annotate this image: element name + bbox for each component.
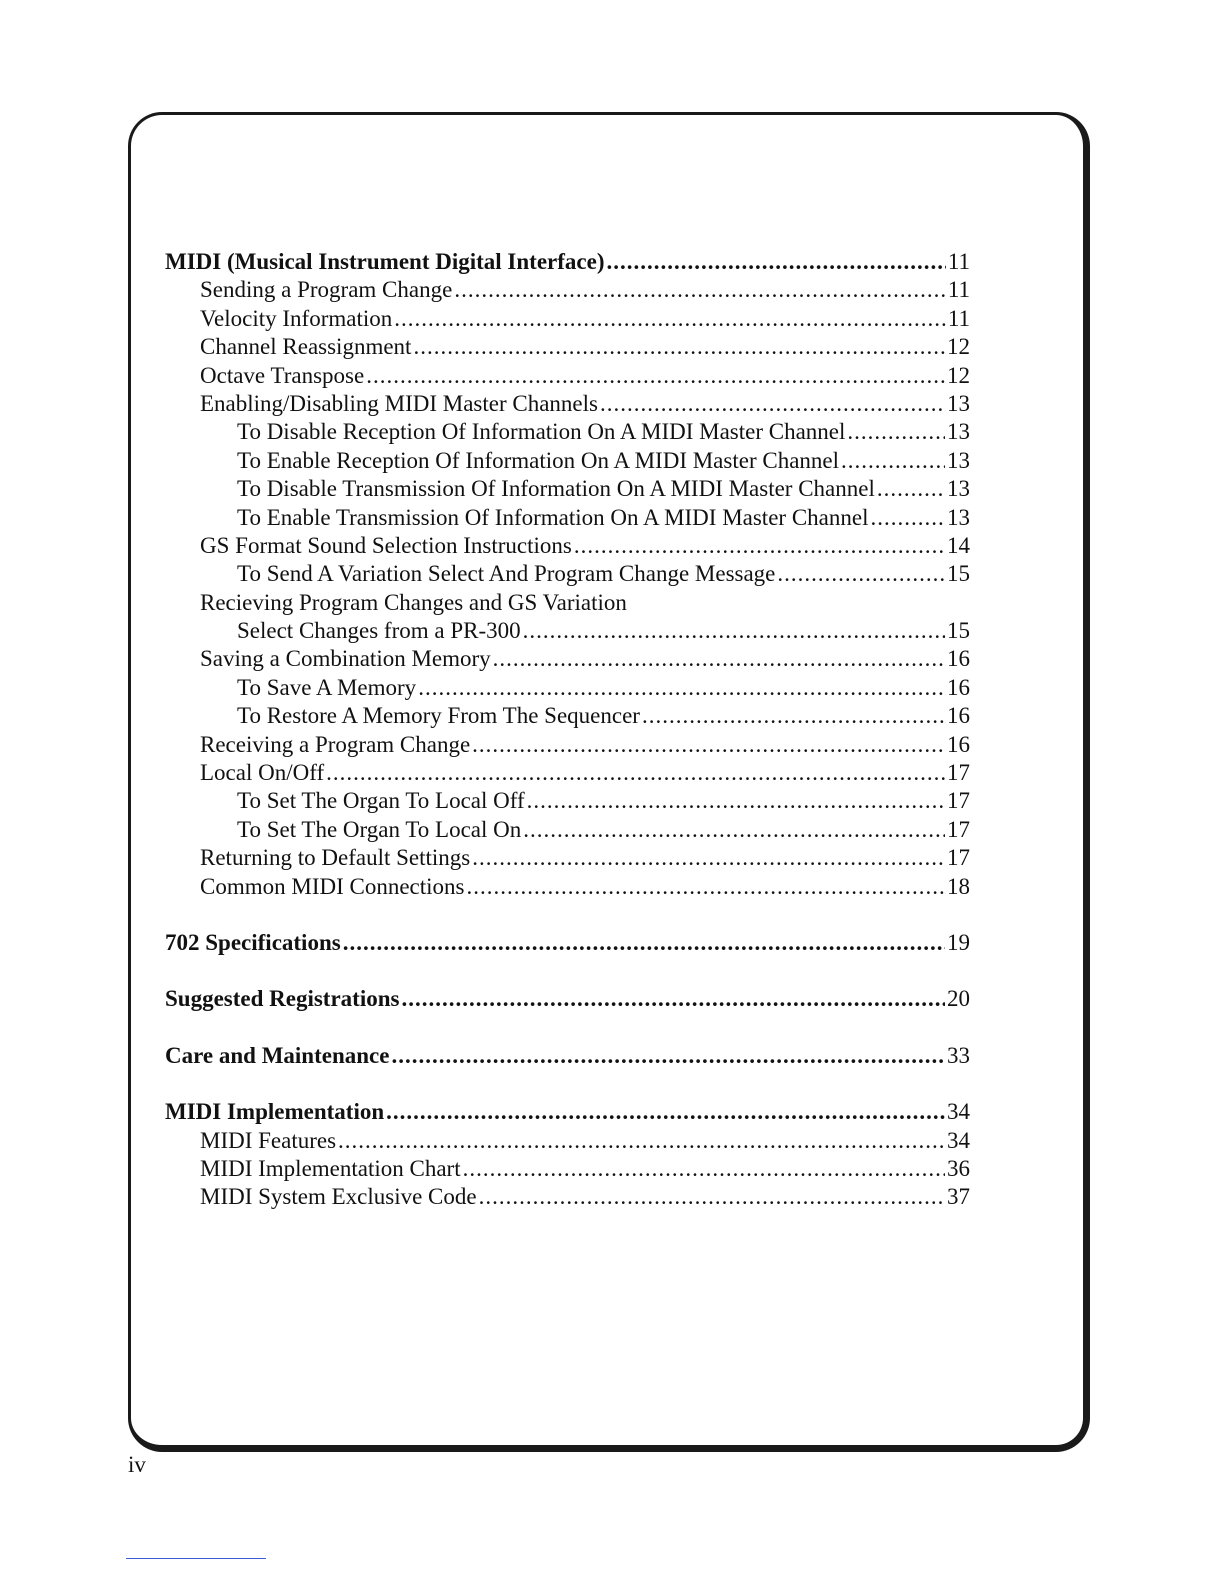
toc-entry-title: Sending a Program Change (200, 277, 453, 303)
toc-entry-title: MIDI Features (200, 1127, 337, 1153)
toc-entry-title: MIDI (Musical Instrument Digital Interface) (165, 249, 605, 274)
toc-entry-title: Suggested Registrations (165, 986, 400, 1012)
toc-entry-channel-reassignment[interactable] (165, 333, 970, 361)
toc-entry-title: MIDI System Exclusive Code (200, 1184, 477, 1210)
dot-leader (391, 1042, 945, 1070)
toc-entry-page: 17 (947, 788, 970, 814)
toc-entry-disable-reception[interactable] (165, 418, 970, 446)
toc-entry-702-specifications[interactable] (165, 929, 970, 957)
toc-entry-title: To Save A Memory (237, 674, 417, 700)
dot-leader (877, 475, 945, 503)
toc-entry-midi-system-exclusive-code[interactable] (165, 1183, 970, 1211)
toc-entry-title: Channel Reassignment (200, 334, 412, 360)
dot-leader (600, 390, 945, 418)
toc-entry-title: To Set The Organ To Local Off (237, 788, 525, 814)
dot-leader (401, 985, 945, 1013)
toc-entry-midi-features[interactable] (165, 1127, 970, 1155)
dot-leader (493, 645, 945, 673)
toc-entry-title: To Send A Variation Select And Program Change Message (237, 561, 776, 587)
toc-entry-local-off[interactable] (165, 787, 970, 815)
toc-entry-title: To Restore A Memory From The Sequencer (237, 703, 640, 729)
table-of-contents (165, 248, 970, 1212)
toc-entry-title: Receiving a Program Change (200, 731, 471, 757)
dot-leader (413, 333, 945, 361)
dot-leader (479, 1183, 945, 1211)
toc-entry-title: MIDI Implementation (165, 1099, 385, 1125)
dot-leader (463, 1155, 945, 1183)
dot-leader (366, 362, 945, 390)
toc-entry-page: 17 (947, 816, 970, 842)
toc-entry-title: Returning to Default Settings (200, 845, 471, 871)
dot-leader (574, 532, 945, 560)
toc-entry-title: Select Changes from a PR-300 (237, 618, 521, 644)
toc-entry-midi-implementation-chart[interactable] (165, 1155, 970, 1183)
dot-leader (418, 674, 945, 702)
toc-entry-page: 16 (947, 674, 970, 700)
toc-entry-care-and-maintenance[interactable] (165, 1042, 970, 1070)
toc-entry-title: 702 Specifications (165, 929, 341, 955)
toc-entry-page: 17 (947, 845, 970, 871)
toc-entry-send-variation-select[interactable] (165, 560, 970, 588)
toc-entry-page: 11 (947, 277, 970, 303)
toc-entry-save-memory[interactable] (165, 674, 970, 702)
toc-entry-receiving-program-change[interactable] (165, 731, 970, 759)
toc-entry-midi[interactable] (165, 248, 970, 276)
toc-entry-title: Velocity Information (200, 305, 393, 331)
toc-entry-page: 20 (947, 986, 970, 1012)
toc-entry-restore-memory[interactable] (165, 702, 970, 730)
toc-entry-enabling-disabling-master-channels[interactable] (165, 390, 970, 418)
toc-entry-title: To Enable Transmission Of Information On A MIDI Master Channel (237, 504, 869, 530)
toc-entry-recieving-program-changes[interactable] (165, 589, 970, 617)
dot-leader (606, 248, 945, 276)
toc-entry-page: 36 (947, 1155, 970, 1181)
dot-leader (338, 1127, 945, 1155)
toc-entry-midi-implementation[interactable] (165, 1098, 970, 1126)
dot-leader (841, 447, 945, 475)
toc-entry-page: 13 (947, 447, 970, 473)
toc-entry-default-settings[interactable] (165, 844, 970, 872)
toc-entry-page: 16 (947, 646, 970, 672)
toc-entry-page: 18 (947, 873, 970, 899)
footer-rule (126, 1558, 266, 1559)
dot-leader (642, 702, 945, 730)
toc-entry-title: Common MIDI Connections (200, 873, 465, 899)
toc-entry-title: Octave Transpose (200, 362, 365, 388)
toc-entry-page: 16 (947, 703, 970, 729)
dot-leader (523, 816, 945, 844)
toc-entry-page: 33 (947, 1042, 970, 1068)
toc-entry-disable-transmission[interactable] (165, 475, 970, 503)
toc-entry-title: MIDI Implementation Chart (200, 1155, 461, 1181)
toc-entry-page: 12 (947, 362, 970, 388)
toc-entry-common-midi-connections[interactable] (165, 873, 970, 901)
dot-leader (523, 617, 945, 645)
toc-entry-title: To Set The Organ To Local On (237, 816, 522, 842)
toc-entry-title: Local On/Off (200, 760, 325, 786)
toc-entry-saving-combination-memory[interactable] (165, 645, 970, 673)
dot-leader (777, 560, 945, 588)
dot-leader (343, 929, 945, 957)
page-number: iv (128, 1452, 146, 1477)
toc-entry-page: 34 (947, 1127, 970, 1153)
dot-leader (394, 305, 946, 333)
toc-entry-page: 15 (947, 561, 970, 587)
dot-leader (847, 418, 945, 446)
toc-entry-title: Saving a Combination Memory (200, 646, 491, 672)
toc-entry-title: To Enable Reception Of Information On A MIDI Master Channel (237, 447, 839, 473)
toc-entry-octave-transpose[interactable] (165, 362, 970, 390)
toc-entry-page: 17 (947, 760, 970, 786)
toc-entry-page: 13 (947, 419, 970, 445)
dot-leader (870, 504, 945, 532)
toc-entry-title: To Disable Transmission Of Information On A MIDI Master Channel (237, 476, 875, 502)
toc-entry-enable-transmission[interactable] (165, 504, 970, 532)
toc-entry-title: Enabling/Disabling MIDI Master Channels (200, 390, 598, 416)
toc-entry-page: 15 (947, 618, 970, 644)
toc-entry-local-on[interactable] (165, 816, 970, 844)
dot-leader (472, 731, 945, 759)
toc-entry-title: Recieving Program Changes and GS Variation (200, 589, 627, 615)
dot-leader (326, 759, 945, 787)
toc-entry-page: 13 (947, 390, 970, 416)
toc-entry-page: 13 (947, 476, 970, 502)
toc-entry-local-on-off[interactable] (165, 759, 970, 787)
toc-entry-title: Care and Maintenance (165, 1042, 390, 1068)
dot-leader (454, 276, 946, 304)
dot-leader (386, 1098, 945, 1126)
dot-leader (527, 787, 945, 815)
toc-entry-select-changes-pr300[interactable] (165, 617, 970, 645)
toc-entry-page: 11 (947, 249, 970, 274)
dot-leader (467, 873, 946, 901)
toc-entry-title: GS Format Sound Selection Instructions (200, 532, 572, 558)
toc-entry-page: 19 (947, 929, 970, 955)
toc-entry-page: 37 (947, 1184, 970, 1210)
toc-entry-velocity-information[interactable] (165, 305, 970, 333)
toc-entry-page: 13 (947, 504, 970, 530)
toc-entry-page: 16 (947, 731, 970, 757)
toc-entry-page: 14 (947, 532, 970, 558)
toc-entry-enable-reception[interactable] (165, 447, 970, 475)
toc-entry-title: To Disable Reception Of Information On A MIDI Master Channel (237, 419, 846, 445)
toc-entry-page: 34 (947, 1099, 970, 1125)
toc-entry-page: 11 (947, 305, 970, 331)
toc-entry-page: 12 (947, 334, 970, 360)
dot-leader (472, 844, 945, 872)
toc-entry-suggested-registrations[interactable] (165, 985, 970, 1013)
toc-entry-sending-program-change[interactable] (165, 276, 970, 304)
toc-entry-gs-format[interactable] (165, 532, 970, 560)
